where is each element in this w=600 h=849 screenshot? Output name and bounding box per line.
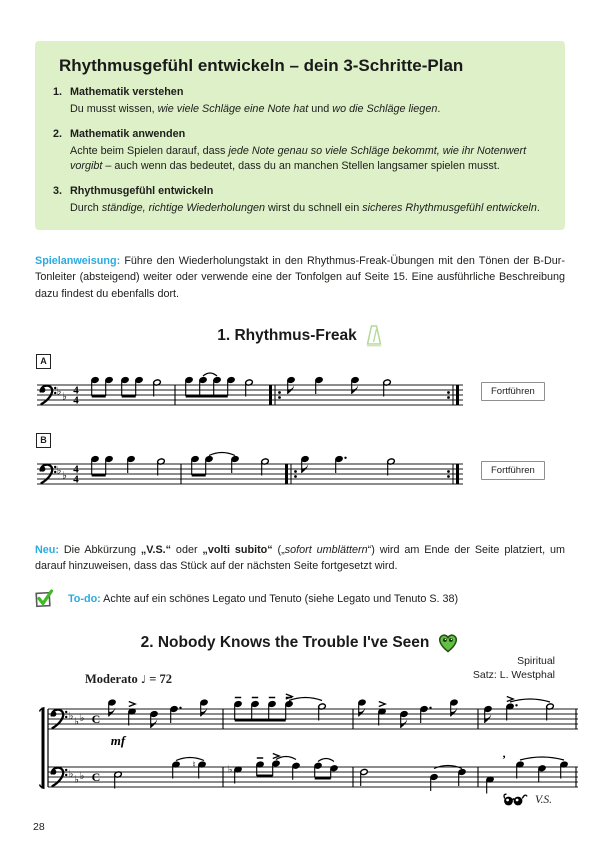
svg-text:♭: ♭ bbox=[74, 716, 79, 728]
step-body: Du musst wissen, wie viele Schläge eine Note hat und wo die Schläge liegen. bbox=[70, 103, 441, 116]
svg-text:♭: ♭ bbox=[79, 713, 85, 725]
tempo-marking: Moderato ♩ = 72 bbox=[85, 672, 172, 687]
page-number: 28 bbox=[33, 821, 45, 833]
step-title: Rhythmusgefühl entwickeln bbox=[70, 184, 214, 197]
glasses-icon bbox=[501, 792, 528, 807]
quarter-note-icon: ♩ bbox=[140, 673, 147, 687]
svg-text:♭: ♭ bbox=[227, 764, 233, 776]
todo-text: To-do: Achte auf ein schönes Legato und Tenuto (siehe Legato und Tenuto S. 38) bbox=[68, 592, 459, 605]
svg-text:♭: ♭ bbox=[62, 391, 67, 403]
step-title: Mathematik verstehen bbox=[70, 86, 184, 98]
svg-text:4: 4 bbox=[73, 394, 79, 407]
fortfuehren-button-b[interactable]: Fortführen bbox=[481, 461, 545, 480]
staff-b-notation bbox=[35, 448, 465, 494]
vs-row bbox=[0, 792, 552, 807]
svg-text:4: 4 bbox=[73, 384, 79, 397]
svg-text:♭: ♭ bbox=[62, 470, 67, 482]
svg-text:4: 4 bbox=[73, 463, 79, 476]
svg-text:♭: ♭ bbox=[68, 769, 74, 781]
step-body: Achte beim Spielen darauf, dass jede Note genau so viele Schläge bekommt, wie ihr Notenwert vorgibt – auch wenn das bedeutet, dass du an manchen Stellen langsamer spielen musst. bbox=[70, 144, 527, 173]
fortfuehren-button-a[interactable]: Fortführen bbox=[481, 382, 545, 401]
todo-label: To-do: bbox=[68, 592, 101, 605]
neu-paragraph: Neu: Die Abkürzung „V.S.“ oder „volti subito“ („sofort umblättern“) wird am Ende der Seite platziert, um darauf hinzuweisen, dass das Stück auf der nächsten Seite fortgesetzt wird. bbox=[35, 543, 565, 573]
svg-text:♭: ♭ bbox=[56, 465, 62, 477]
duet-system bbox=[18, 689, 600, 808]
step-body: Durch ständige, richtige Wiederholungen wirst du schnell ein sicheres Rhythmusgefühl entwickeln. bbox=[70, 201, 540, 214]
step-title: Mathematik anwenden bbox=[70, 127, 186, 140]
svg-text:4: 4 bbox=[73, 473, 79, 486]
svg-text:♭: ♭ bbox=[79, 771, 85, 783]
spielanweisung-label: Spielanweisung: bbox=[35, 255, 121, 268]
exercise-b-block bbox=[35, 433, 565, 494]
svg-text:♭: ♭ bbox=[68, 711, 74, 723]
spielanweisung-paragraph: Spielanweisung: Führe den Wiederholungstakt in den Rhythmus-Freak-Übungen mit den Tönen der B-Dur-Tonleiter (absteigend) weiter oder verwende eine der Tonfolgen auf Seite 15. Eine ausführliche Beschreibung dazu findest du ebenfalls dort. bbox=[35, 255, 565, 300]
staff-a-notation bbox=[35, 369, 465, 415]
plan-step-1 bbox=[53, 85, 545, 118]
piece-heading-text: 2. Nobody Knows the Trouble I've Seen bbox=[140, 634, 430, 652]
piece-meta bbox=[35, 655, 565, 685]
svg-text:’: ’ bbox=[502, 752, 506, 767]
svg-text:C: C bbox=[91, 712, 101, 727]
credit-genre: Spiritual bbox=[517, 655, 555, 668]
credit-arranger: Satz: L. Westphal bbox=[472, 668, 555, 681]
credits bbox=[473, 655, 555, 682]
vs-text: V.S. bbox=[534, 793, 552, 806]
todo-row bbox=[35, 589, 565, 608]
checkbox-icon bbox=[35, 589, 54, 608]
intro-box-title: Rhythmusgefühl entwickeln – dein 3-Schritte-Plan bbox=[59, 56, 464, 75]
svg-text:♭: ♭ bbox=[56, 386, 62, 398]
plan-step-3 bbox=[53, 184, 545, 217]
plan-step-2 bbox=[53, 127, 545, 175]
neu-label: Neu: bbox=[35, 543, 59, 556]
exercise-b-label: B bbox=[36, 433, 51, 448]
step-number: 3. bbox=[53, 184, 63, 197]
duet-notation bbox=[18, 689, 583, 803]
exercise-a-block bbox=[35, 354, 565, 415]
exercise-a-label: A bbox=[36, 354, 51, 369]
intro-box bbox=[35, 41, 565, 230]
svg-text:C: C bbox=[91, 770, 101, 785]
svg-text:mf: mf bbox=[110, 733, 126, 749]
metronome-icon bbox=[365, 324, 383, 348]
svg-text:♮: ♮ bbox=[192, 760, 196, 771]
step-number: 2. bbox=[53, 127, 63, 140]
heart-icon bbox=[437, 633, 459, 653]
exercise-heading-text: 1. Rhythmus-Freak bbox=[217, 326, 357, 344]
step-number: 1. bbox=[53, 86, 63, 98]
exercise-heading bbox=[0, 324, 600, 348]
svg-text:♭: ♭ bbox=[74, 774, 79, 786]
piece-heading bbox=[0, 633, 600, 653]
